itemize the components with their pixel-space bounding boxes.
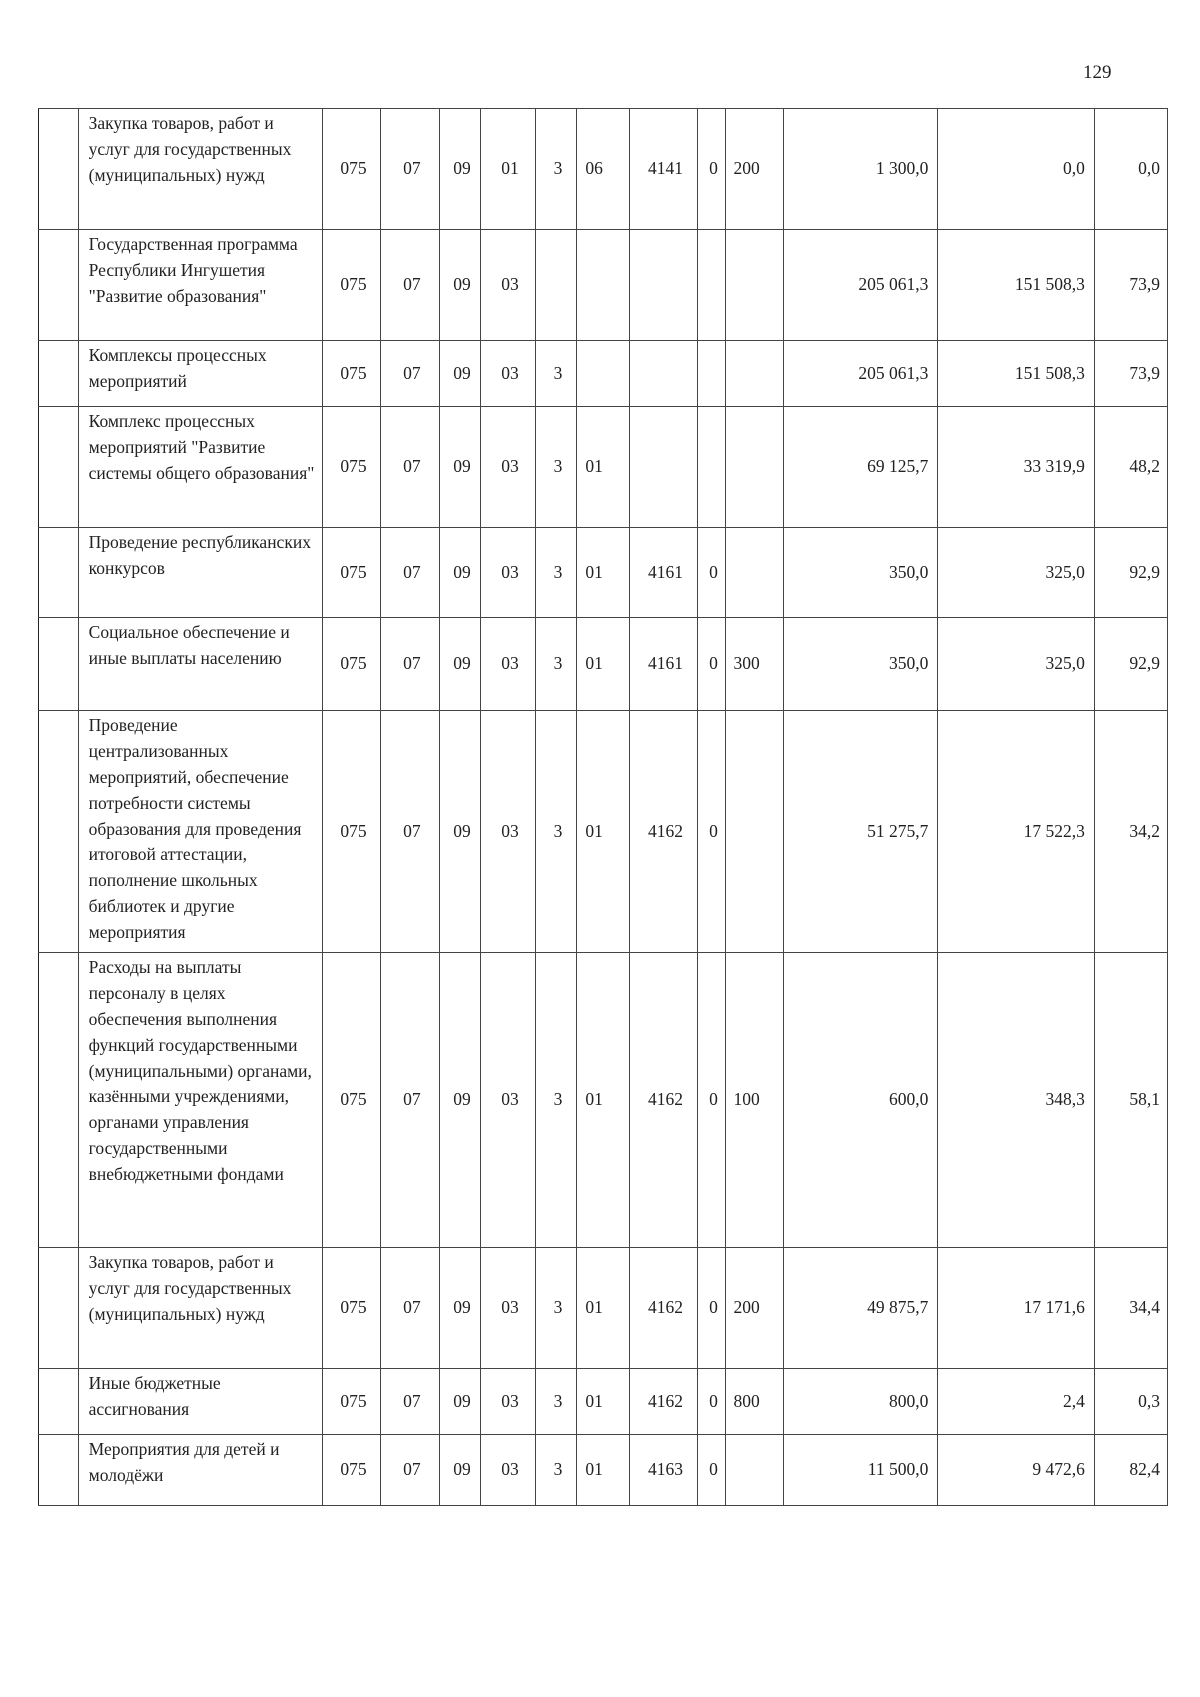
sub-direction-code: 0 bbox=[698, 711, 725, 953]
program-code: 03 bbox=[481, 407, 535, 528]
program-code: 03 bbox=[481, 230, 535, 341]
sub-direction-code bbox=[698, 230, 725, 341]
actual-amount: 9 472,6 bbox=[938, 1435, 1095, 1506]
program-code: 03 bbox=[481, 711, 535, 953]
program-type-code bbox=[535, 230, 577, 341]
program-type-code: 3 bbox=[535, 528, 577, 618]
complex-code: 01 bbox=[577, 528, 629, 618]
section-code: 07 bbox=[381, 953, 439, 1248]
program-type-code: 3 bbox=[535, 1248, 577, 1369]
expense-type-code bbox=[725, 1435, 783, 1506]
sub-direction-code: 0 bbox=[698, 1369, 725, 1435]
row-number-cell bbox=[39, 1435, 79, 1506]
subsection-code: 09 bbox=[439, 711, 481, 953]
budget-table bbox=[38, 108, 1168, 1506]
program-type-code: 3 bbox=[535, 711, 577, 953]
table-row bbox=[39, 1435, 1168, 1506]
dept-code: 075 bbox=[322, 618, 380, 711]
program-type-code: 3 bbox=[535, 341, 577, 407]
complex-code: 01 bbox=[577, 711, 629, 953]
subsection-code: 09 bbox=[439, 230, 481, 341]
item-name: Мероприятия для детей и молодёжи bbox=[78, 1435, 322, 1506]
planned-amount: 11 500,0 bbox=[783, 1435, 937, 1506]
section-code: 07 bbox=[381, 528, 439, 618]
section-code: 07 bbox=[381, 230, 439, 341]
section-code: 07 bbox=[381, 1369, 439, 1435]
sub-direction-code: 0 bbox=[698, 618, 725, 711]
row-number-cell bbox=[39, 230, 79, 341]
sub-direction-code: 0 bbox=[698, 528, 725, 618]
item-name: Расходы на выплаты персоналу в целях обеспечения выполнения функций государственными (муниципальными) органами, казёнными учреждениями, органами управления государственными внебюджетными фондами bbox=[78, 953, 322, 1248]
execution-percent: 48,2 bbox=[1094, 407, 1167, 528]
expense-type-code: 100 bbox=[725, 953, 783, 1248]
row-number-cell bbox=[39, 953, 79, 1248]
actual-amount: 0,0 bbox=[938, 109, 1095, 230]
execution-percent: 82,4 bbox=[1094, 1435, 1167, 1506]
section-code: 07 bbox=[381, 109, 439, 230]
execution-percent: 0,3 bbox=[1094, 1369, 1167, 1435]
dept-code: 075 bbox=[322, 407, 380, 528]
actual-amount: 17 522,3 bbox=[938, 711, 1095, 953]
planned-amount: 49 875,7 bbox=[783, 1248, 937, 1369]
item-name: Закупка товаров, работ и услуг для государственных (муниципальных) нужд bbox=[78, 109, 322, 230]
section-code: 07 bbox=[381, 1248, 439, 1369]
complex-code bbox=[577, 230, 629, 341]
expense-type-code: 800 bbox=[725, 1369, 783, 1435]
complex-code: 01 bbox=[577, 1248, 629, 1369]
planned-amount: 350,0 bbox=[783, 528, 937, 618]
program-code: 03 bbox=[481, 1248, 535, 1369]
program-code: 01 bbox=[481, 109, 535, 230]
direction-code bbox=[629, 407, 698, 528]
dept-code: 075 bbox=[322, 1248, 380, 1369]
direction-code: 4162 bbox=[629, 1369, 698, 1435]
item-name: Комплекс процессных мероприятий "Развитие системы общего образования" bbox=[78, 407, 322, 528]
complex-code: 01 bbox=[577, 1435, 629, 1506]
expense-type-code: 200 bbox=[725, 1248, 783, 1369]
table-row bbox=[39, 407, 1168, 528]
sub-direction-code: 0 bbox=[698, 1435, 725, 1506]
program-code: 03 bbox=[481, 341, 535, 407]
expense-type-code: 200 bbox=[725, 109, 783, 230]
direction-code: 4162 bbox=[629, 711, 698, 953]
table-row bbox=[39, 1248, 1168, 1369]
actual-amount: 17 171,6 bbox=[938, 1248, 1095, 1369]
row-number-cell bbox=[39, 407, 79, 528]
section-code: 07 bbox=[381, 407, 439, 528]
program-type-code: 3 bbox=[535, 618, 577, 711]
planned-amount: 350,0 bbox=[783, 618, 937, 711]
item-name: Проведение централизованных мероприятий, обеспечение потребности системы образования для проведения итоговой аттестации, пополнение школьных библиотек и другие мероприятия bbox=[78, 711, 322, 953]
row-number-cell bbox=[39, 528, 79, 618]
program-type-code: 3 bbox=[535, 1435, 577, 1506]
section-code: 07 bbox=[381, 341, 439, 407]
subsection-code: 09 bbox=[439, 341, 481, 407]
row-number-cell bbox=[39, 711, 79, 953]
subsection-code: 09 bbox=[439, 618, 481, 711]
table-row bbox=[39, 618, 1168, 711]
direction-code: 4161 bbox=[629, 528, 698, 618]
table-row bbox=[39, 528, 1168, 618]
row-number-cell bbox=[39, 618, 79, 711]
planned-amount: 800,0 bbox=[783, 1369, 937, 1435]
direction-code: 4141 bbox=[629, 109, 698, 230]
execution-percent: 73,9 bbox=[1094, 230, 1167, 341]
dept-code: 075 bbox=[322, 1369, 380, 1435]
program-code: 03 bbox=[481, 1435, 535, 1506]
sub-direction-code bbox=[698, 341, 725, 407]
actual-amount: 325,0 bbox=[938, 528, 1095, 618]
program-code: 03 bbox=[481, 1369, 535, 1435]
row-number-cell bbox=[39, 109, 79, 230]
section-code: 07 bbox=[381, 711, 439, 953]
direction-code: 4162 bbox=[629, 1248, 698, 1369]
planned-amount: 205 061,3 bbox=[783, 230, 937, 341]
execution-percent: 34,4 bbox=[1094, 1248, 1167, 1369]
expense-type-code bbox=[725, 407, 783, 528]
sub-direction-code: 0 bbox=[698, 109, 725, 230]
actual-amount: 151 508,3 bbox=[938, 230, 1095, 341]
program-type-code: 3 bbox=[535, 407, 577, 528]
execution-percent: 92,9 bbox=[1094, 618, 1167, 711]
planned-amount: 205 061,3 bbox=[783, 341, 937, 407]
table-row bbox=[39, 1369, 1168, 1435]
subsection-code: 09 bbox=[439, 1435, 481, 1506]
subsection-code: 09 bbox=[439, 109, 481, 230]
execution-percent: 0,0 bbox=[1094, 109, 1167, 230]
item-name: Социальное обеспечение и иные выплаты населению bbox=[78, 618, 322, 711]
program-code: 03 bbox=[481, 618, 535, 711]
row-number-cell bbox=[39, 1248, 79, 1369]
planned-amount: 600,0 bbox=[783, 953, 937, 1248]
actual-amount: 33 319,9 bbox=[938, 407, 1095, 528]
sub-direction-code bbox=[698, 407, 725, 528]
complex-code: 01 bbox=[577, 1369, 629, 1435]
table-row bbox=[39, 953, 1168, 1248]
dept-code: 075 bbox=[322, 528, 380, 618]
row-number-cell bbox=[39, 1369, 79, 1435]
subsection-code: 09 bbox=[439, 407, 481, 528]
planned-amount: 51 275,7 bbox=[783, 711, 937, 953]
expense-type-code bbox=[725, 711, 783, 953]
dept-code: 075 bbox=[322, 711, 380, 953]
program-code: 03 bbox=[481, 953, 535, 1248]
expense-type-code bbox=[725, 230, 783, 341]
execution-percent: 58,1 bbox=[1094, 953, 1167, 1248]
table-row bbox=[39, 230, 1168, 341]
expense-type-code bbox=[725, 341, 783, 407]
direction-code bbox=[629, 230, 698, 341]
complex-code bbox=[577, 341, 629, 407]
subsection-code: 09 bbox=[439, 528, 481, 618]
program-type-code: 3 bbox=[535, 1369, 577, 1435]
complex-code: 06 bbox=[577, 109, 629, 230]
section-code: 07 bbox=[381, 1435, 439, 1506]
item-name: Государственная программа Республики Ингушетия "Развитие образования" bbox=[78, 230, 322, 341]
section-code: 07 bbox=[381, 618, 439, 711]
dept-code: 075 bbox=[322, 341, 380, 407]
execution-percent: 34,2 bbox=[1094, 711, 1167, 953]
program-type-code: 3 bbox=[535, 109, 577, 230]
page-number: 129 bbox=[1083, 62, 1112, 83]
subsection-code: 09 bbox=[439, 953, 481, 1248]
planned-amount: 69 125,7 bbox=[783, 407, 937, 528]
actual-amount: 348,3 bbox=[938, 953, 1095, 1248]
item-name: Иные бюджетные ассигнования bbox=[78, 1369, 322, 1435]
item-name: Закупка товаров, работ и услуг для государственных (муниципальных) нужд bbox=[78, 1248, 322, 1369]
program-code: 03 bbox=[481, 528, 535, 618]
direction-code: 4163 bbox=[629, 1435, 698, 1506]
subsection-code: 09 bbox=[439, 1248, 481, 1369]
sub-direction-code: 0 bbox=[698, 953, 725, 1248]
complex-code: 01 bbox=[577, 618, 629, 711]
program-type-code: 3 bbox=[535, 953, 577, 1248]
dept-code: 075 bbox=[322, 953, 380, 1248]
actual-amount: 2,4 bbox=[938, 1369, 1095, 1435]
expense-type-code: 300 bbox=[725, 618, 783, 711]
direction-code bbox=[629, 341, 698, 407]
direction-code: 4162 bbox=[629, 953, 698, 1248]
item-name: Комплексы процессных мероприятий bbox=[78, 341, 322, 407]
dept-code: 075 bbox=[322, 109, 380, 230]
table-row bbox=[39, 711, 1168, 953]
actual-amount: 325,0 bbox=[938, 618, 1095, 711]
complex-code: 01 bbox=[577, 953, 629, 1248]
dept-code: 075 bbox=[322, 1435, 380, 1506]
item-name: Проведение республиканских конкурсов bbox=[78, 528, 322, 618]
dept-code: 075 bbox=[322, 230, 380, 341]
execution-percent: 73,9 bbox=[1094, 341, 1167, 407]
actual-amount: 151 508,3 bbox=[938, 341, 1095, 407]
subsection-code: 09 bbox=[439, 1369, 481, 1435]
row-number-cell bbox=[39, 341, 79, 407]
table-row bbox=[39, 109, 1168, 230]
direction-code: 4161 bbox=[629, 618, 698, 711]
expense-type-code bbox=[725, 528, 783, 618]
table-row bbox=[39, 341, 1168, 407]
sub-direction-code: 0 bbox=[698, 1248, 725, 1369]
planned-amount: 1 300,0 bbox=[783, 109, 937, 230]
execution-percent: 92,9 bbox=[1094, 528, 1167, 618]
complex-code: 01 bbox=[577, 407, 629, 528]
